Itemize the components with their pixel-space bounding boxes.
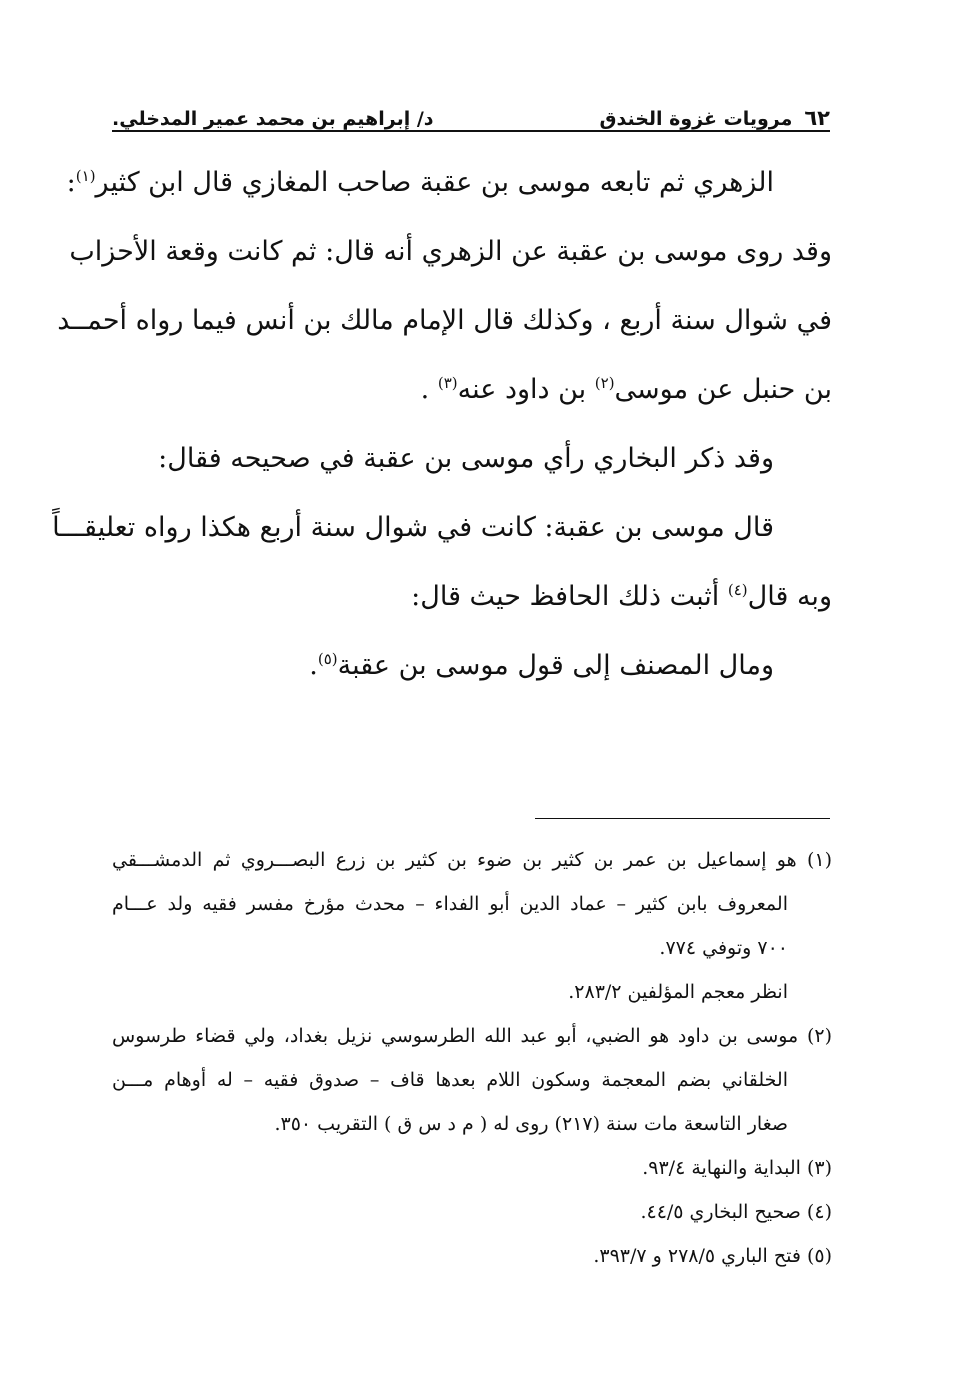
footnote-1-line-2: المعروف بابن كثير – عماد الدين أبو الفداء – محدث مؤرخ مفسر فقيه ولد عـــام bbox=[112, 893, 788, 915]
footnote-5: (٥) فتح الباري ٢٧٨/٥ و ٣٩٣/٧. bbox=[593, 1245, 832, 1267]
footnote-separator bbox=[535, 818, 830, 819]
footnote-2-line-3: صغار التاسعة مات سنة (٢١٧) روى له ( م د س ق ) التقريب ٣٥٠. bbox=[274, 1113, 788, 1135]
footnote-ref-5: (٥) bbox=[317, 650, 338, 668]
footnote-ref-3: (٣) bbox=[437, 374, 458, 392]
body-line-3: في شوال سنة أربع ، وكذلك قال الإمام مالك بن أنس فيما رواه أحمــد bbox=[57, 305, 832, 336]
footnote-ref-2: (٢) bbox=[594, 374, 615, 392]
footnote-1-line-1: (١) هو إسماعيل بن عمر بن كثير بن ضوء بن كثير بن زرع البصـــروي ثم الدمشـــقي bbox=[112, 849, 832, 871]
author-name: د/ إبراهيم بن محمد عمير المدخلي. bbox=[112, 108, 434, 130]
body-line-6: قال موسى بن عقبة: كانت في شوال سنة أربع هكذا رواه تعليقـــاً bbox=[52, 512, 774, 543]
header-rule bbox=[112, 130, 830, 132]
footnote-1-line-3: ٧٠٠ وتوفي ٧٧٤. bbox=[659, 937, 788, 959]
footnote-2-line-2: الخلقاني بضم المعجمة وسكون اللام بعدها قاف – صدوق فقيه – له أوهام مـــن bbox=[112, 1069, 788, 1091]
footnotes bbox=[112, 838, 832, 1278]
main-text bbox=[52, 148, 832, 700]
body-line-7: وبه قال$^{(٤)}$ أثبت ذلك الحافظ حيث قال: bbox=[411, 581, 832, 612]
body-line-5: وقد ذكر البخاري رأي موسى بن عقبة في صحيحه فقال: bbox=[158, 443, 774, 474]
footnote-4: (٤) صحيح البخاري ٤٤/٥. bbox=[640, 1201, 832, 1223]
footnote-ref-4: (٤) bbox=[727, 581, 748, 599]
footnote-2-line-1: (٢) موسى بن داود هو الضبي، أبو عبد الله الطرسوسي نزيل بغداد، ولي قضاء طرسوس bbox=[112, 1025, 832, 1047]
footnote-ref-1: (١) bbox=[75, 167, 96, 185]
page-number: ٦٢ bbox=[804, 106, 830, 130]
body-line-2: وقد روى موسى بن عقبة عن الزهري أنه قال: ثم كانت وقعة الأحزاب bbox=[69, 236, 832, 267]
body-line-4: بن حنبل عن موسى$^{(٢)}$ بن داود عنه$^{(٣)}$ . bbox=[420, 374, 832, 405]
book-title: مرويات غزوة الخندق bbox=[599, 108, 793, 130]
body-line-1: الزهري ثم تابعه موسى بن عقبة صاحب المغازي قال ابن كثير$^{(١)}$: bbox=[66, 167, 774, 198]
running-header bbox=[112, 100, 830, 130]
footnote-3: (٣) البداية والنهاية ٩٣/٤. bbox=[642, 1157, 832, 1179]
footnote-1-line-4: انظر معجم المؤلفين ٢٨٣/٢. bbox=[568, 981, 788, 1003]
body-line-8: ومال المصنف إلى قول موسى بن عقبة$^{(٥)}$. bbox=[309, 650, 774, 681]
